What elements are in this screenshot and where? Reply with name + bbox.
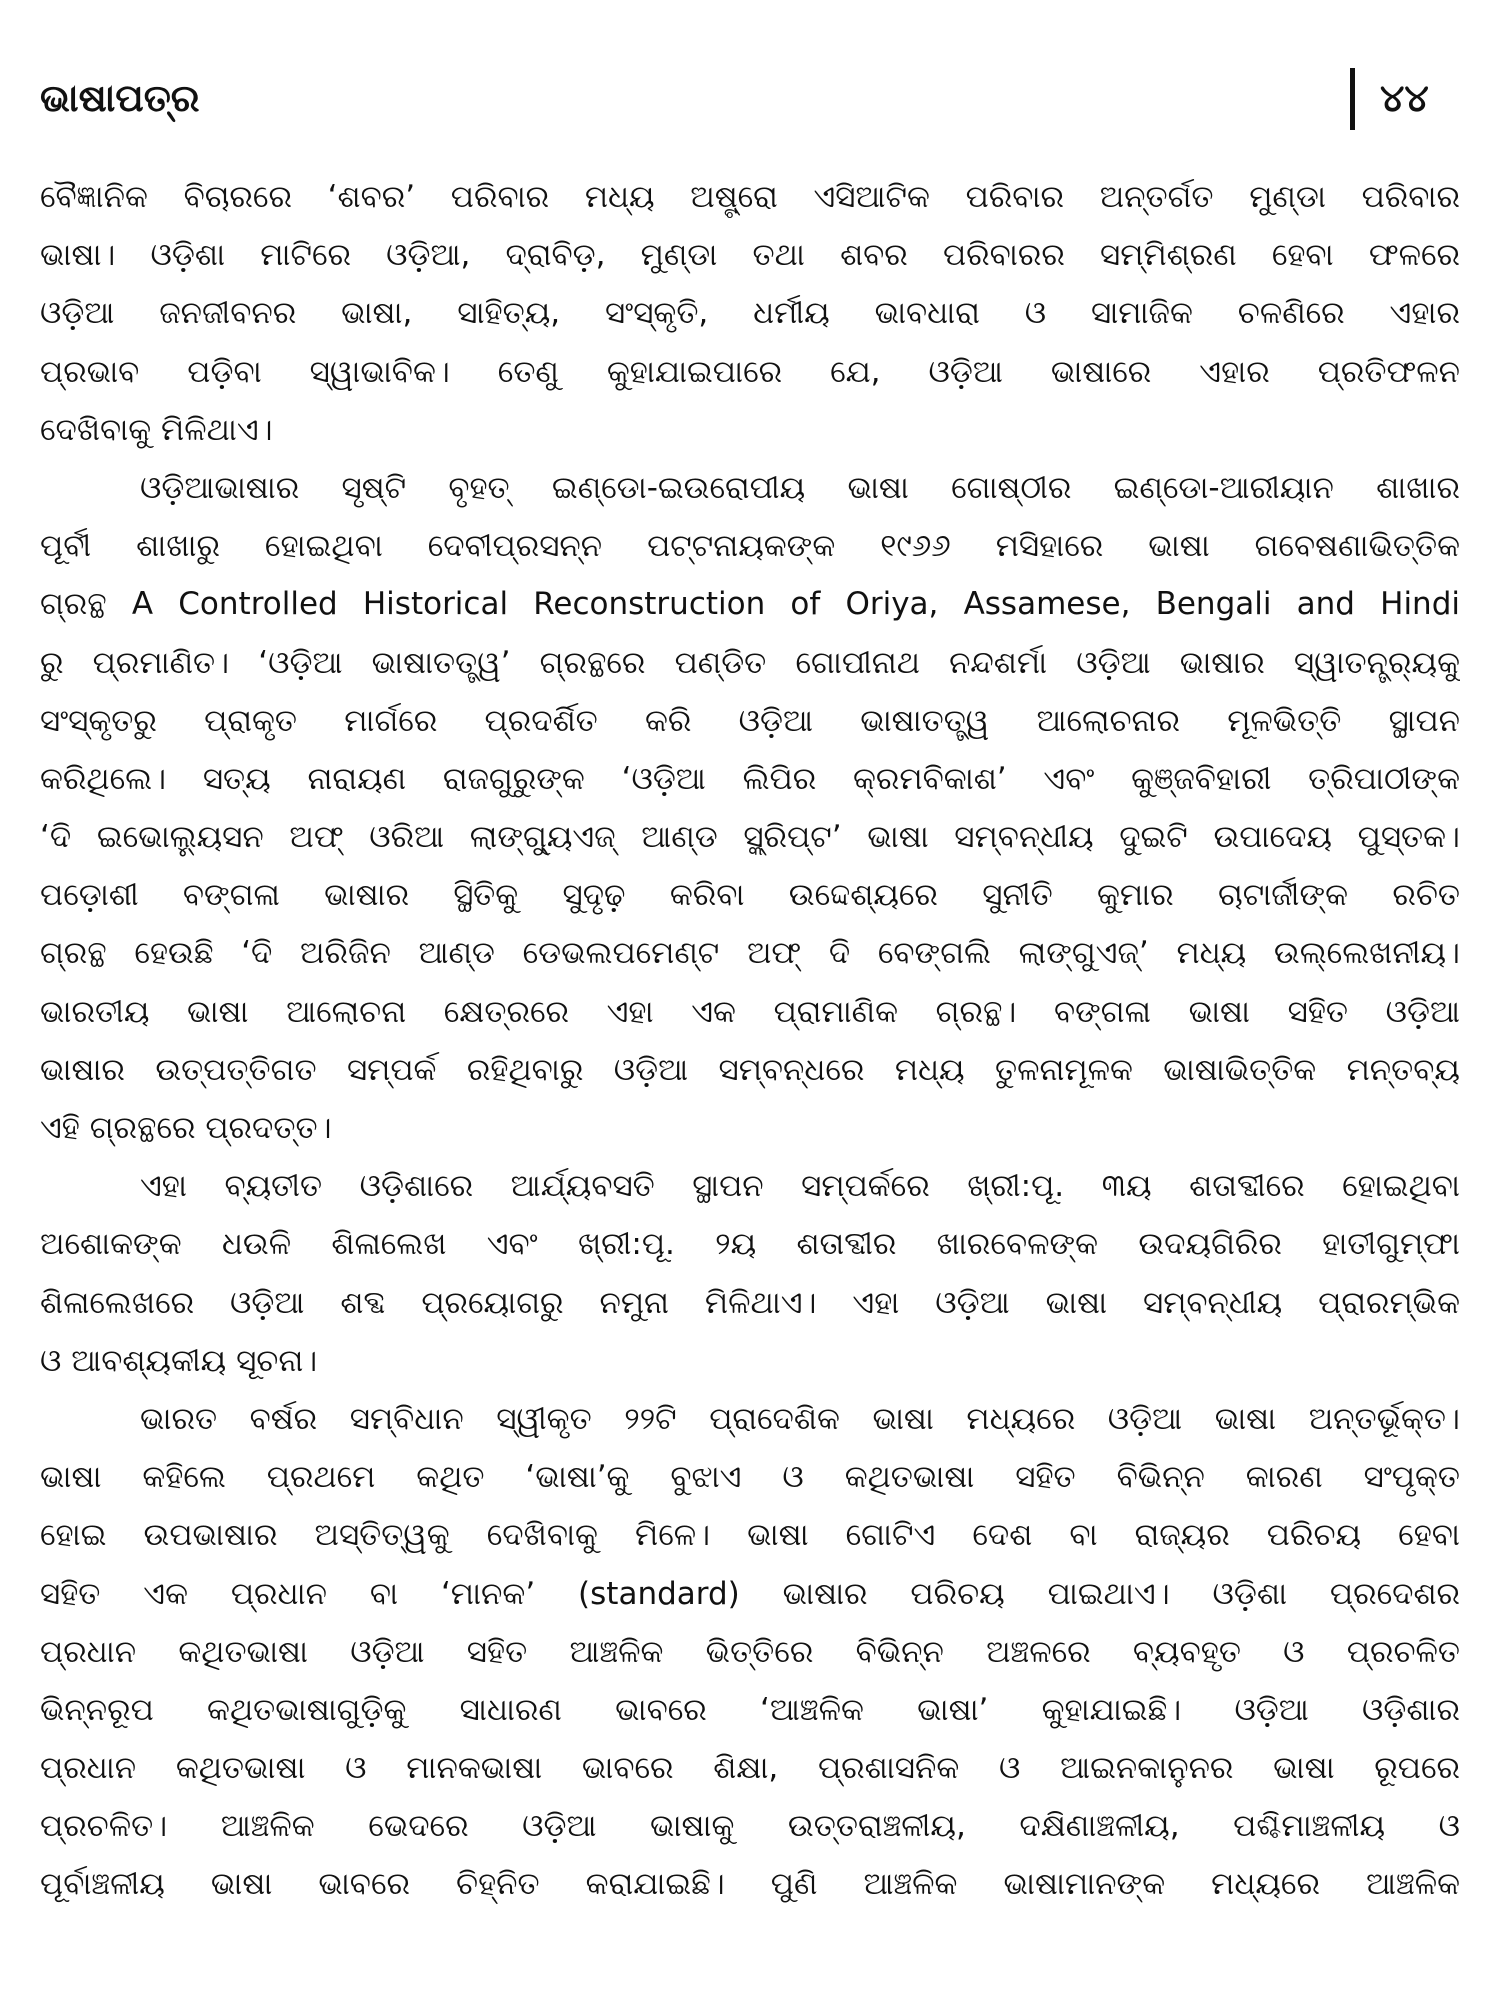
- header-divider: [1350, 68, 1355, 130]
- paragraph-1: [40, 168, 1460, 459]
- text-line: ଏହି ଗ୍ରନ୍ଥରେ ପ୍ରଦତ୍ତ।: [40, 1110, 332, 1146]
- page-number: ୪୪: [1380, 76, 1429, 120]
- text-line: ଭାଷାର ଉତ୍ପତ୍ତିଗତ ସମ୍ପର୍କ ରହିଥିବାରୁ ଓଡ଼ିଆ ସମ୍ବନ୍ଧରେ ମଧ୍ୟ ତୁଳନାମୂଳକ ଭାଷାଭିତ୍ତିକ ମନ୍ତବ୍ୟ: [40, 1051, 1460, 1088]
- text-line: ଓଡ଼ିଆ ଜନଜୀବନର ଭାଷା, ସାହିତ୍ୟ, ସଂସ୍କୃତି, ଧର୍ମୀୟ ଭାବଧାରା ଓ ସାମାଜିକ ଚଳଣିରେ ଏହାର: [40, 295, 1460, 332]
- text-line: ଭାଷା କହିଲେ ପ୍ରଥମେ କଥିତ ‘ଭାଷା’କୁ ବୁଝାଏ ଓ କଥିତଭାଷା ସହିତ ବିଭିନ୍ନ କାରଣ ସଂପୃକ୍ତ: [40, 1459, 1460, 1496]
- paragraph-2: [40, 459, 1460, 1157]
- text-line: ପଡ଼ୋଶୀ ବଙ୍ଗଳା ଭାଷାର ସ୍ଥିତିକୁ ସୁଦୃଢ଼ କରିବା ଉଦ୍ଦେଶ୍ୟରେ ସୁନୀତି କୁମାର ଚାଟାର୍ଜୀଙ୍କ ରଚିତ: [40, 877, 1460, 914]
- text-line: ଅଶୋକଙ୍କ ଧଉଳି ଶିଳାଲେଖ ଏବଂ ଖ୍ରୀ:ପୂ. ୨ୟ ଶତାବ୍ଦୀର ଖାରବେଳଙ୍କ ଉଦୟଗିରିର ହାତୀଗୁମ୍ଫା: [40, 1226, 1460, 1263]
- text-line: ପ୍ରଧାନ କଥିତଭାଷା ଓ ମାନକଭାଷା ଭାବରେ ଶିକ୍ଷା, ପ୍ରଶାସନିକ ଓ ଆଇନକାନୁନର ଭାଷା ରୂପରେ: [40, 1750, 1460, 1787]
- text-line: ଭିନ୍ନରୂପ କଥିତଭାଷାଗୁଡ଼ିକୁ ସାଧାରଣ ଭାବରେ ‘ଆଞ୍ଚଳିକ ଭାଷା’ କୁହାଯାଇଛି। ଓଡ଼ିଆ ଓଡ଼ିଶାର: [40, 1691, 1460, 1728]
- text-line: ଗ୍ରନ୍ଥ ହେଉଛି ‘ଦି ଅରିଜିନ ଆଣ୍ଡ ଡେଭଲପମେଣ୍ଟ ଅଫ୍ ଦି ବେଙ୍ଗଲି ଲାଙ୍ଗୁଏଜ୍’ ମଧ୍ୟ ଉଲ୍ଲେଖନୀୟ।: [40, 935, 1460, 972]
- text-line: କରିଥିଲେ। ସତ୍ୟ ନାରାୟଣ ରାଜଗୁରୁଙ୍କ ‘ଓଡ଼ିଆ ଲିପିର କ୍ରମବିକାଶ’ ଏବଂ କୁଞ୍ଜବିହାରୀ ତ୍ରିପାଠୀଙ୍କ: [40, 760, 1460, 797]
- text-line: ପ୍ରଭାବ ପଡ଼ିବା ସ୍ୱାଭାବିକ। ତେଣୁ କୁହାଯାଇପାରେ ଯେ, ଓଡ଼ିଆ ଭାଷାରେ ଏହାର ପ୍ରତିଫଳନ: [40, 353, 1460, 390]
- text-line: ସଂସ୍କୃତରୁ ପ୍ରାକୃତ ମାର୍ଗରେ ପ୍ରଦର୍ଶିତ କରି ଓଡ଼ିଆ ଭାଷାତତ୍ତ୍ୱ ଆଲୋଚନାର ମୂଳଭିତ୍ତି ସ୍ଥାପନ: [40, 702, 1460, 739]
- text-line: ରୁ ପ୍ରମାଣିତ। ‘ଓଡ଼ିଆ ଭାଷାତତ୍ତ୍ୱ’ ଗ୍ରନ୍ଥରେ ପଣ୍ଡିତ ଗୋପୀନାଥ ନନ୍ଦଶର୍ମା ଓଡ଼ିଆ ଭାଷାର ସ୍ୱାତନ୍ତ୍ର୍ୟକୁ: [40, 644, 1460, 681]
- text-line: ଭାଷା। ଓଡ଼ିଶା ମାଟିରେ ଓଡ଼ିଆ, ଦ୍ରାବିଡ଼, ମୁଣ୍ଡା ତଥା ଶବର ପରିବାରର ସମ୍ମିଶ୍ରଣ ହେବା ଫଳରେ: [40, 237, 1460, 274]
- body-text: [40, 168, 1460, 1914]
- text-line: ଓଡ଼ିଆଭାଷାର ସୃଷ୍ଟି ବୃହତ୍ ଇଣ୍ଡୋ-ଇଉରୋପୀୟ ଭାଷା ଗୋଷ୍ଠୀର ଇଣ୍ଡୋ-ଆରୀୟାନ ଶାଖାର: [140, 469, 1460, 506]
- text-line: ଏହା ବ୍ୟତୀତ ଓଡ଼ିଶାରେ ଆର୍ଯ୍ୟବସତି ସ୍ଥାପନ ସମ୍ପର୍କରେ ଖ୍ରୀ:ପୂ. ୩ୟ ଶତାବ୍ଦୀରେ ହୋଇଥିବା: [140, 1168, 1460, 1205]
- text-line: ପ୍ରଚଳିତ। ଆଞ୍ଚଳିକ ଭେଦରେ ଓଡ଼ିଆ ଭାଷାକୁ ଉତ୍ତରାଞ୍ଚଳୀୟ, ଦକ୍ଷିଣାଞ୍ଚଳୀୟ, ପଶ୍ଚିମାଞ୍ଚଳୀୟ ଓ: [40, 1808, 1460, 1845]
- running-header: [40, 60, 1460, 130]
- text-line: ପ୍ରଧାନ କଥିତଭାଷା ଓଡ଼ିଆ ସହିତ ଆଞ୍ଚଳିକ ଭିତ୍ତିରେ ବିଭିନ୍ନ ଅଞ୍ଚଳରେ ବ୍ୟବହୃତ ଓ ପ୍ରଚଳିତ: [40, 1633, 1460, 1670]
- text-line: ହୋଇ ଉପଭାଷାର ଅସ୍ତିତ୍ୱକୁ ଦେଖିବାକୁ ମିଳେ। ଭାଷା ଗୋଟିଏ ଦେଶ ବା ରାଜ୍ୟର ପରିଚୟ ହେବା: [40, 1517, 1460, 1554]
- text-line: ଶିଳାଲେଖରେ ଓଡ଼ିଆ ଶବ୍ଦ ପ୍ରୟୋଗରୁ ନମୁନା ମିଳିଥାଏ। ଏହା ଓଡ଼ିଆ ଭାଷା ସମ୍ବନ୍ଧୀୟ ପ୍ରାରମ୍ଭିକ: [40, 1284, 1460, 1321]
- text-line: ଦେଖିବାକୁ ମିଳିଥାଏ।: [40, 411, 273, 448]
- text-line: ‘ଦି ଇଭୋଲ୍ୟୁସନ ଅଫ୍ ଓରିଆ ଲାଙ୍ଗ୍ୟୁଏଜ୍ ଆଣ୍ଡ ସ୍କ୍ରିପ୍ଟ’ ଭାଷା ସମ୍ବନ୍ଧୀୟ ଦୁଇଟି ଉପାଦେୟ ପୁସ୍ତକ।: [40, 819, 1460, 856]
- text-line: ଭାରତୀୟ ଭାଷା ଆଲୋଚନା କ୍ଷେତ୍ରରେ ଏହା ଏକ ପ୍ରାମାଣିକ ଗ୍ରନ୍ଥ। ବଙ୍ଗଳା ଭାଷା ସହିତ ଓଡ଼ିଆ: [40, 993, 1460, 1030]
- paragraph-3: [40, 1157, 1460, 1390]
- text-line: ଓ ଆବଶ୍ୟକୀୟ ସୂଚନା।: [40, 1342, 318, 1379]
- text-line: ପୂର୍ବାଞ୍ଚଳୀୟ ଭାଷା ଭାବରେ ଚିହ୍ନିତ କରାଯାଇଛି। ପୁଣି ଆଞ୍ଚଳିକ ଭାଷାମାନଙ୍କ ମଧ୍ୟରେ ଆଞ୍ଚଳିକ: [40, 1866, 1460, 1903]
- text-line: ବୈଜ୍ଞାନିକ ବିଚାରରେ ‘ଶବର’ ପରିବାର ମଧ୍ୟ ଅଷ୍ଟ୍ରୋ ଏସିଆଟିକ ପରିବାର ଅନ୍ତର୍ଗତ ମୁଣ୍ଡା ପରିବାର: [40, 179, 1460, 215]
- paragraph-4: [40, 1390, 1460, 1914]
- text-line: ପୂର୍ବୀ ଶାଖାରୁ ହୋଇଥିବା ଦେବୀପ୍ରସନ୍ନ ପଟ୍ଟନାୟକଙ୍କ ୧୯୬୬ ମସିହାରେ ଭାଷା ଗବେଷଣାଭିତ୍ତିକ: [40, 528, 1460, 565]
- text-line: ଭାରତ ବର୍ଷର ସମ୍ବିଧାନ ସ୍ୱୀକୃତ ୨୨ଟି ପ୍ରାଦେଶିକ ଭାଷା ମଧ୍ୟରେ ଓଡ଼ିଆ ଭାଷା ଅନ୍ତର୍ଭୂକ୍ତ।: [140, 1400, 1460, 1437]
- text-line: ସହିତ ଏକ ପ୍ରଧାନ ବା ‘ମାନକ’ (standard) ଭାଷାର ପରିଚୟ ପାଇଥାଏ। ଓଡ଼ିଶା ପ୍ରଦେଶର: [40, 1575, 1460, 1612]
- header-title: ଭାଷାପତ୍ର: [40, 76, 200, 120]
- text-line: ଗ୍ରନ୍ଥ A Controlled Historical Reconstruction of Oriya, Assamese, Bengali and Hindi: [40, 586, 1460, 623]
